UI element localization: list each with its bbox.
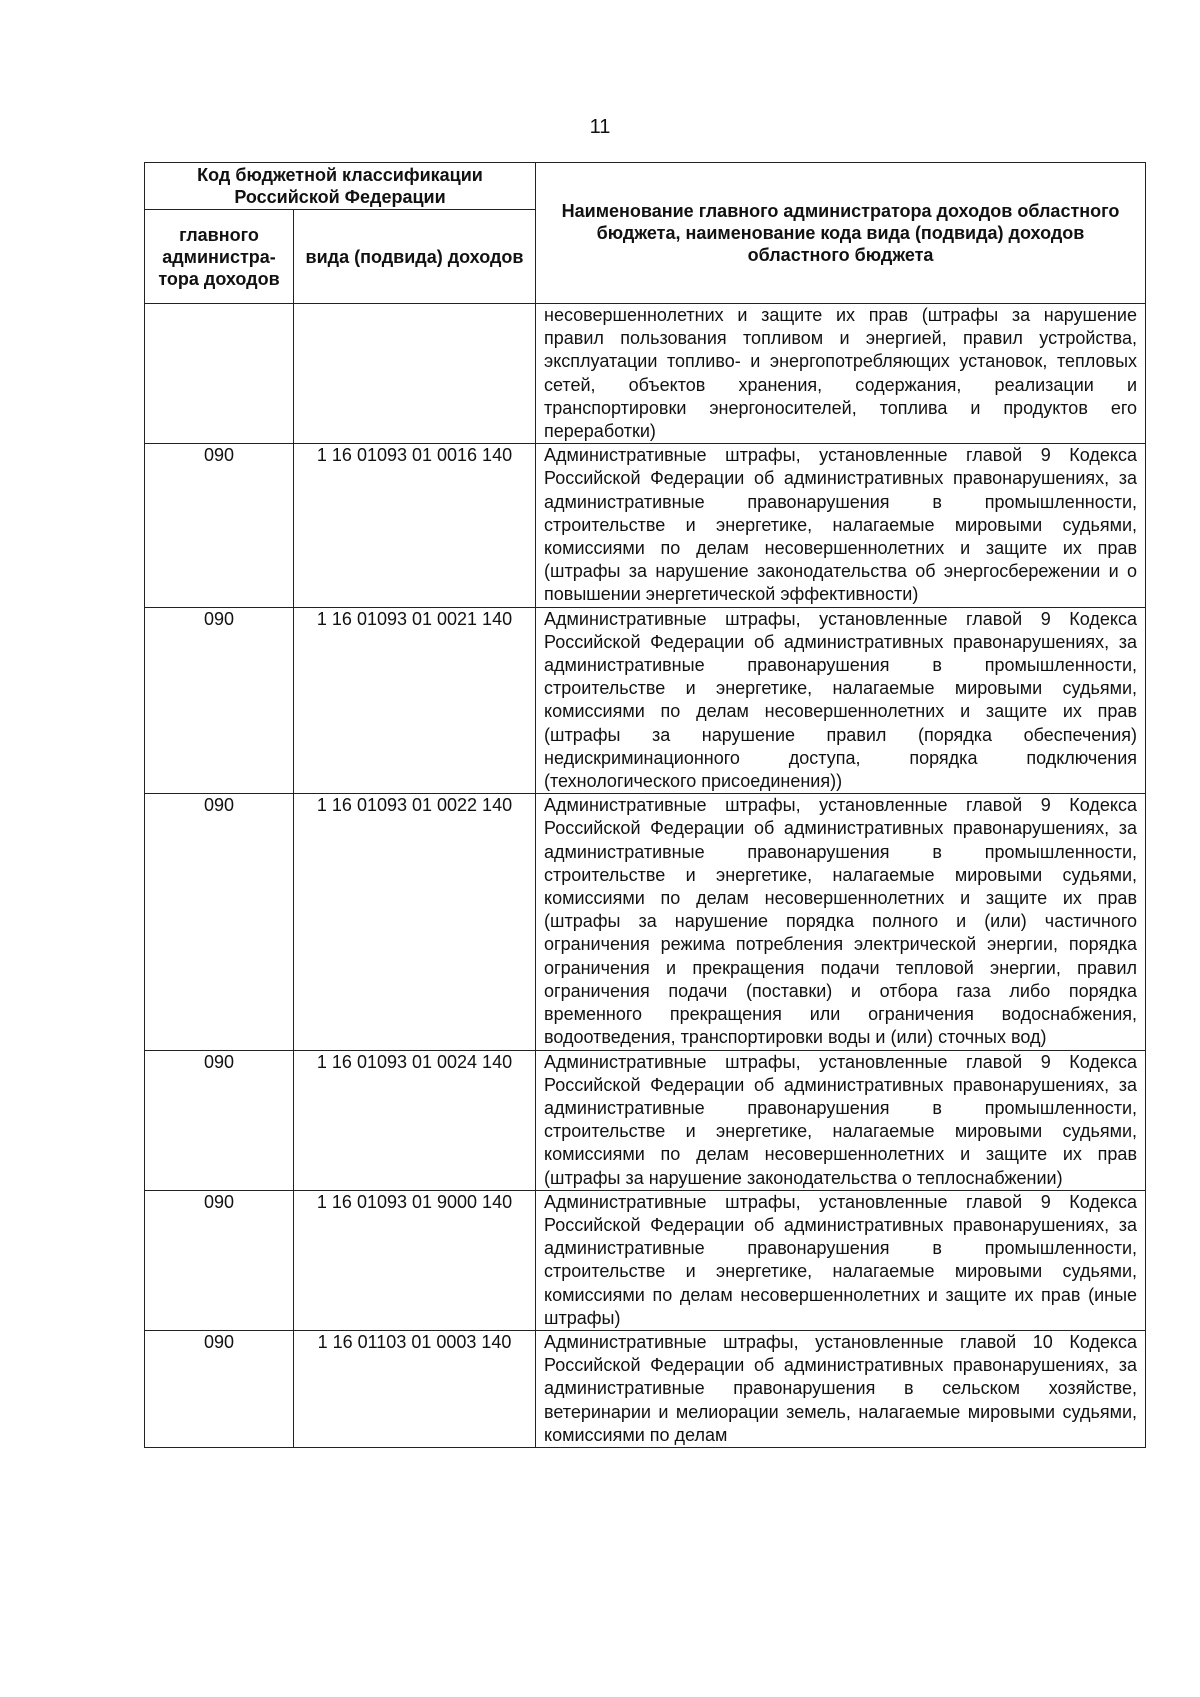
table-row <box>145 444 1146 607</box>
table-body <box>145 304 1146 1448</box>
income-type-code-cell: 1 16 01093 01 0024 140 <box>294 1050 536 1190</box>
table-row <box>145 794 1146 1050</box>
header-type-column: вида (подвида) доходов <box>294 210 536 304</box>
admin-code-cell: 090 <box>145 1330 294 1447</box>
income-type-code-cell: 1 16 01093 01 9000 140 <box>294 1190 536 1330</box>
header-budget-code-group: Код бюджетной классификации Российской Федерации <box>145 163 536 210</box>
table-row <box>145 1190 1146 1330</box>
description-cell: Административные штрафы, установленные главой 9 Кодекса Российской Федерации об административных правонарушениях, за административные правонарушения в промышленности, строительстве и энергетике, налагаемые мировыми судьями, комиссиями по делам несовершеннолетних и защите их прав (штрафы за нарушение порядка полного и (или) частичного ограничения режима потребления электрической энергии, порядка ограничения и прекращения подачи тепловой энергии, правил ограничения подачи (поставки) и отбора газа либо порядка временного прекращения или ограничения водоснабжения, водоотведения, транспортировки воды и (или) сточных вод) <box>536 794 1146 1050</box>
admin-code-cell <box>145 304 294 444</box>
admin-code-cell: 090 <box>145 1050 294 1190</box>
description-cell: несовершеннолетних и защите их прав (штрафы за нарушение правил пользования топливом и энергией, правил устройства, эксплуатации топливо- и энергопотребляющих установок, тепловых сетей, объектов хранения, содержания, реализации и транспортировки энергоносителей, топлива и продуктов его переработки) <box>536 304 1146 444</box>
admin-code-cell: 090 <box>145 794 294 1050</box>
income-type-code-cell: 1 16 01093 01 0016 140 <box>294 444 536 607</box>
description-cell: Административные штрафы, установленные главой 9 Кодекса Российской Федерации об административных правонарушениях, за административные правонарушения в промышленности, строительстве и энергетике, налагаемые мировыми судьями, комиссиями по делам несовершеннолетних и защите их прав (иные штрафы) <box>536 1190 1146 1330</box>
table-row <box>145 1330 1146 1447</box>
description-cell: Административные штрафы, установленные главой 9 Кодекса Российской Федерации об административных правонарушениях, за административные правонарушения в промышленности, строительстве и энергетике, налагаемые мировыми судьями, комиссиями по делам несовершеннолетних и защите их прав (штрафы за нарушение правил (порядка обеспечения) недискриминационного доступа, порядка подключения (технологического присоединения)) <box>536 607 1146 794</box>
header-admin-column: главного администра-тора доходов <box>145 210 294 304</box>
income-type-code-cell: 1 16 01093 01 0022 140 <box>294 794 536 1050</box>
header-name-column: Наименование главного администратора доходов областного бюджета, наименование кода вида (подвида) доходов областного бюджета <box>536 163 1146 304</box>
table-header <box>145 163 1146 304</box>
description-cell: Административные штрафы, установленные главой 10 Кодекса Российской Федерации об административных правонарушениях, за административные правонарушения в сельском хозяйстве, ветеринарии и мелиорации земель, налагаемые мировыми судьями, комиссиями по делам <box>536 1330 1146 1447</box>
page-number: 11 <box>589 116 611 138</box>
admin-code-cell: 090 <box>145 444 294 607</box>
admin-code-cell: 090 <box>145 1190 294 1330</box>
table-row <box>145 607 1146 794</box>
admin-code-cell: 090 <box>145 607 294 794</box>
income-type-code-cell: 1 16 01093 01 0021 140 <box>294 607 536 794</box>
table-row <box>145 1050 1146 1190</box>
budget-classification-table <box>144 162 1146 1448</box>
income-type-code-cell <box>294 304 536 444</box>
description-cell: Административные штрафы, установленные главой 9 Кодекса Российской Федерации об административных правонарушениях, за административные правонарушения в промышленности, строительстве и энергетике, налагаемые мировыми судьями, комиссиями по делам несовершеннолетних и защите их прав (штрафы за нарушение законодательства о теплоснабжении) <box>536 1050 1146 1190</box>
income-type-code-cell: 1 16 01103 01 0003 140 <box>294 1330 536 1447</box>
table-row <box>145 304 1146 444</box>
description-cell: Административные штрафы, установленные главой 9 Кодекса Российской Федерации об административных правонарушениях, за административные правонарушения в промышленности, строительстве и энергетике, налагаемые мировыми судьями, комиссиями по делам несовершеннолетних и защите их прав (штрафы за нарушение законодательства об энергосбережении и о повышении энергетической эффективности) <box>536 444 1146 607</box>
